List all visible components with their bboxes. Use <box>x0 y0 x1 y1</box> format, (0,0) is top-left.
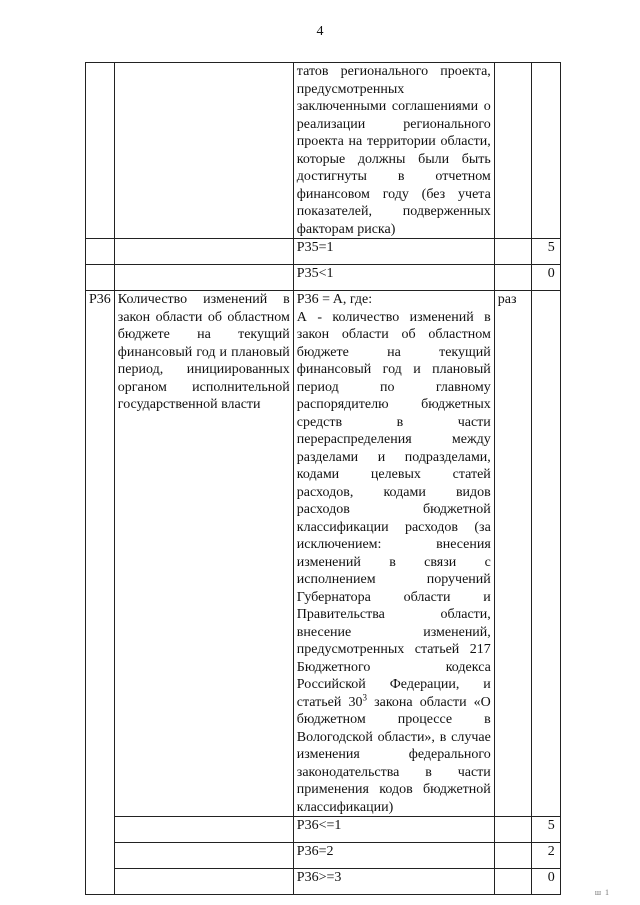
unit-cell <box>494 817 531 843</box>
table-row <box>86 869 561 895</box>
table-row <box>86 63 561 239</box>
table-row <box>86 291 561 817</box>
condition-cell: P36>=3 <box>293 869 494 895</box>
code-cell <box>86 265 115 291</box>
unit-cell <box>494 265 531 291</box>
unit-cell: раз <box>494 291 531 817</box>
unit-cell <box>494 63 531 239</box>
code-cell: P36 <box>86 291 115 895</box>
definition-part-a: А - количество изменений в закон области об областном бюджете на текущий финансовый год и плановый период по главному распорядителю бюджетных средств в части перераспределения между разделами и подразделами, кодами целевых статей расходов, кодами видов расходов бюджетной классификации расходов (за исключением: внесения изменений в связи с исполнением поручений Губернатора области и Правительства области, внесение изменений, предусмотренных статьей 217 Бюджетного кодекса Российской Федерации, и статьей 30 <box>296 309 491 710</box>
condition-cell: P35=1 <box>293 239 494 265</box>
definition-part-b: закона области «О бюджетном процессе в Вологодской области», в случае изменения федерального законодательства в части применения кодов бюджетной классификации) <box>296 694 491 815</box>
table-row <box>86 265 561 291</box>
code-cell <box>86 63 115 239</box>
name-cell <box>114 869 293 895</box>
unit-cell <box>494 239 531 265</box>
condition-cell: P35<1 <box>293 265 494 291</box>
corner-mark: ш 1 <box>594 888 610 897</box>
condition-cell: P36<=1 <box>293 817 494 843</box>
name-cell <box>114 843 293 869</box>
score-cell: 0 <box>531 265 560 291</box>
name-cell <box>114 239 293 265</box>
definition-text <box>297 309 491 817</box>
indicator-table <box>85 62 561 895</box>
score-cell: 2 <box>531 843 560 869</box>
table-row <box>86 239 561 265</box>
score-cell <box>531 291 560 817</box>
formula-text: P36 = A, где: <box>296 292 373 307</box>
score-cell: 5 <box>531 817 560 843</box>
score-cell: 5 <box>531 239 560 265</box>
name-cell <box>114 817 293 843</box>
name-cell <box>114 63 293 239</box>
method-cell: татов регионального проекта, предусмотренных заключенными соглашениями о реализации регионального проекта на территории области, которые должны были быть достигнуты в отчетном финансовом году (без учета показателей, подверженных факторам риска) <box>293 63 494 239</box>
table-row <box>86 817 561 843</box>
page-number: 4 <box>316 24 324 39</box>
score-cell <box>531 63 560 239</box>
superscript-mark: 3 <box>362 691 367 702</box>
unit-cell <box>494 843 531 869</box>
name-cell: Количество изменений в закон области об областном бюджете на текущий финансовый год и плановый период, инициированных органом исполнительной государственной власти <box>114 291 293 817</box>
code-cell <box>86 239 115 265</box>
unit-cell <box>494 869 531 895</box>
method-cell <box>293 291 494 817</box>
score-cell: 0 <box>531 869 560 895</box>
name-cell <box>114 265 293 291</box>
condition-cell: P36=2 <box>293 843 494 869</box>
table-row <box>86 843 561 869</box>
